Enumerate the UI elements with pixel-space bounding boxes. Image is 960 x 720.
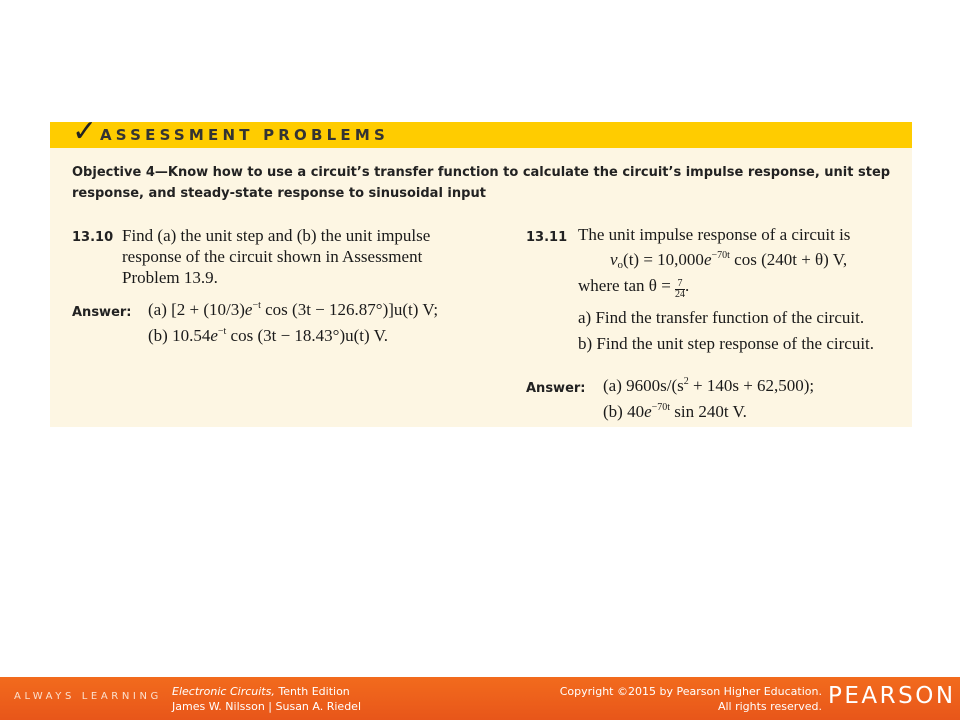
problem-intro: The unit impulse response of a circuit is [578,225,851,244]
fraction: $\frac{7}{24}$ [675,278,686,300]
book-edition: Tenth Edition [274,685,350,698]
book-info [172,684,361,714]
answer-a: (a) $9600s/(s^2 + 140s + 62,500)$; [603,376,815,395]
answer-b: (b) $40e^{-70t}$ sin 240t V. [603,402,747,421]
banner-title: ASSESSMENT PROBLEMS [100,126,389,144]
problem-text: Find (a) the unit step and (b) the unit impulse response of the circuit shown in Assessment Problem 13.9. [122,226,431,287]
part-a: a) Find the transfer function of the circuit. [578,308,865,327]
check-mark-icon: ✓ [72,114,98,149]
answer-label: Answer: [526,381,586,396]
part-b: b) Find the unit step response of the circuit. [578,334,875,353]
problem-number: 13.11 [526,230,568,245]
pearson-logo: PEARSON [828,683,956,709]
tan-theta-condition: where tan θ = $\frac{7}{24}$ . [578,276,690,300]
answer-label: Answer: [72,305,132,320]
answer-b: (b) $10.54e^{-t}$ cos (3t − 18.43°)u(t) V. [148,326,388,345]
impulse-equation: $v_o(t) = 10,000e^{-70t}$ cos (240t + θ) V, [610,250,848,271]
problem-number: 13.10 [72,230,114,245]
book-authors: James W. Nilsson | Susan A. Riedel [172,700,361,713]
book-title: Electronic Circuits, [172,685,275,698]
copyright-notice: Copyright ©2015 by Pearson Higher Education. All rights reserved. [559,685,822,713]
answer-a: (a) [$2 + (10/3)e^{-t}$ cos (3t − 126.87°)]u(t) V; [148,300,439,319]
objective-text: Objective 4—Know how to use a circuit’s transfer function to calculate the circuit’s impulse response, unit step response, and steady-state response to sinusoidal input [72,165,891,201]
footer-tagline: ALWAYS LEARNING [14,691,162,702]
